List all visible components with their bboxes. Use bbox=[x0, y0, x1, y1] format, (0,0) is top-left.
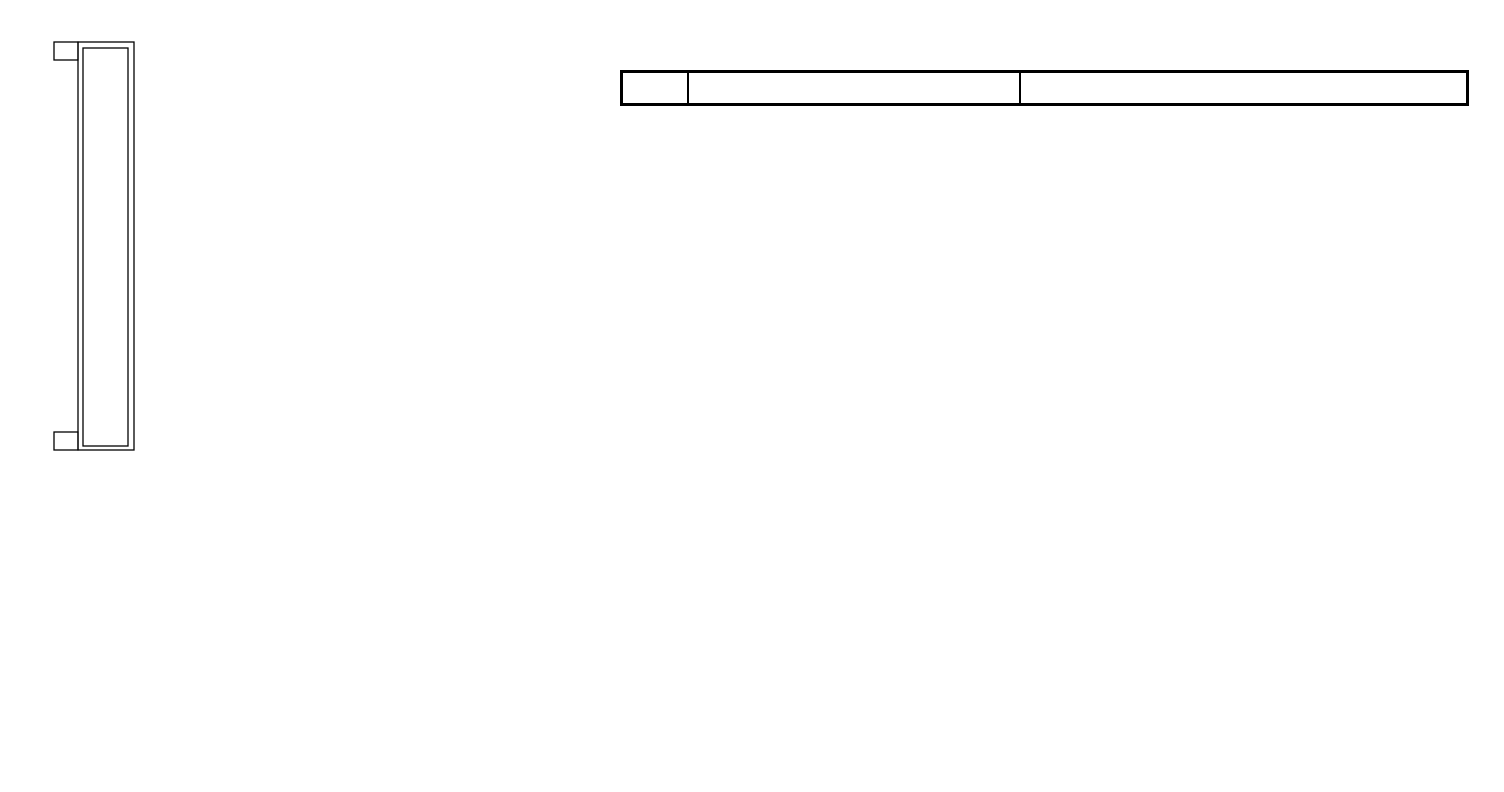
connector-drawing bbox=[0, 0, 200, 460]
connector-bottom-latch bbox=[54, 432, 78, 450]
connector-shell bbox=[78, 42, 134, 450]
pinout-table bbox=[620, 70, 1469, 106]
table-header-row bbox=[622, 72, 1468, 105]
header-cav bbox=[622, 72, 688, 105]
header-function bbox=[1020, 72, 1468, 105]
connector-cavity-column bbox=[83, 48, 128, 446]
connector-top-latch bbox=[54, 42, 78, 60]
header-circuit bbox=[688, 72, 1020, 105]
